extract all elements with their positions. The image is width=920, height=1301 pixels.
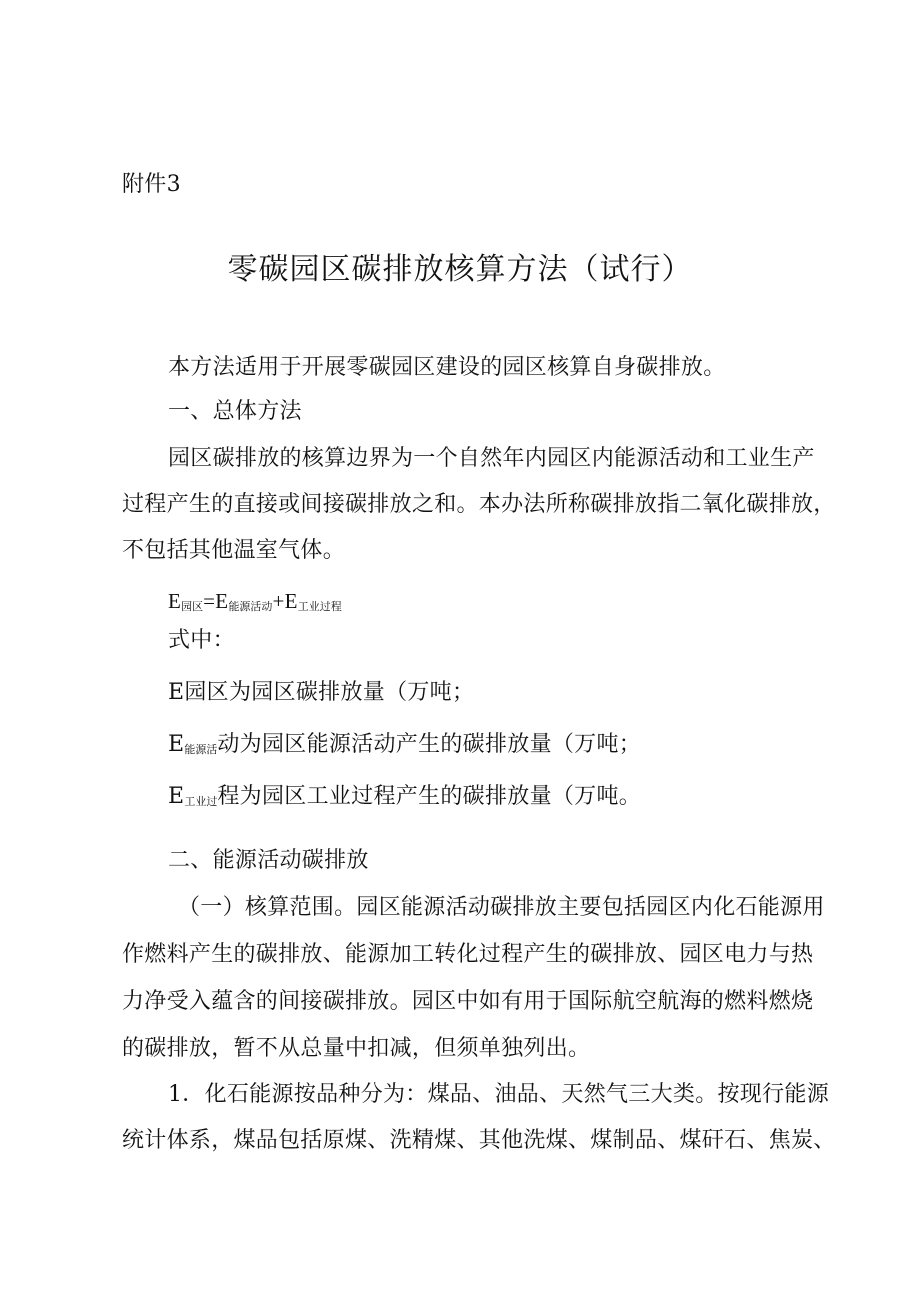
attachment-label: 附件3 [122,172,181,197]
section-2-heading: 二、能源活动碳排放 [168,848,369,873]
definition-industry-lead: E [168,784,185,809]
section-1-heading: 一、总体方法 [168,399,302,424]
section-2-line-2: 作燃料产生的碳排放、能源加工转化过程产生的碳排放、园区电力与热 [122,942,814,967]
definition-park [168,678,474,708]
formula-sub-park: 园区 [181,601,204,613]
item-1-line-1: 1．化石能源按品种分为：煤品、油品、天然气三大类。按现行能源 [168,1082,829,1107]
formula-e-energy: E [215,589,229,613]
section-1-line-2: 过程产生的直接或间接碳排放之和。本办法所称碳排放指二氧化碳排放， [122,492,836,517]
emission-formula [168,586,342,620]
section-1-line-3: 不包括其他温室气体。 [122,538,346,563]
formula-equals: = [203,589,216,613]
formula-plus: + [272,589,285,613]
definition-industry-sub: 工业过 [184,795,218,808]
where-label: 式中： [168,628,235,653]
definition-energy-lead: E [168,732,185,757]
formula-e-industry: E [284,589,298,613]
definition-park-text: 园区为园区碳排放量（万吨； [184,680,475,705]
definition-park-lead: E [168,680,185,705]
definition-energy-sub: 能源活 [184,743,218,756]
section-2-line-4: 的碳排放，暂不从总量中扣减，但须单独列出。 [122,1036,591,1061]
section-2-line-3: 力净受入蕴含的间接碳排放。园区中如有用于国际航空航海的燃料燃烧 [122,989,814,1014]
document-title: 零碳园区碳排放核算方法（试行） [227,252,693,287]
section-1-line-1: 园区碳排放的核算边界为一个自然年内园区内能源活动和工业生产 [168,446,815,471]
definition-energy-text: 动为园区能源活动产生的碳排放量（万吨； [217,732,642,757]
item-1-line-2: 统计体系，煤品包括原煤、洗精煤、其他洗煤、煤制品、煤矸石、焦炭、 [122,1128,836,1153]
section-2-line-1: （一）核算范围。园区能源活动碳排放主要包括园区内化石能源用 [178,895,825,920]
formula-e-park: E [168,589,182,613]
intro-paragraph: 本方法适用于开展零碳园区建设的园区核算自身碳排放。 [168,355,726,380]
definition-industry [168,782,641,815]
definition-energy [168,730,641,763]
formula-sub-energy: 能源活动 [228,601,273,613]
formula-sub-industry: 工业过程 [297,601,342,613]
definition-industry-text: 程为园区工业过程产生的碳排放量（万吨。 [217,784,642,809]
